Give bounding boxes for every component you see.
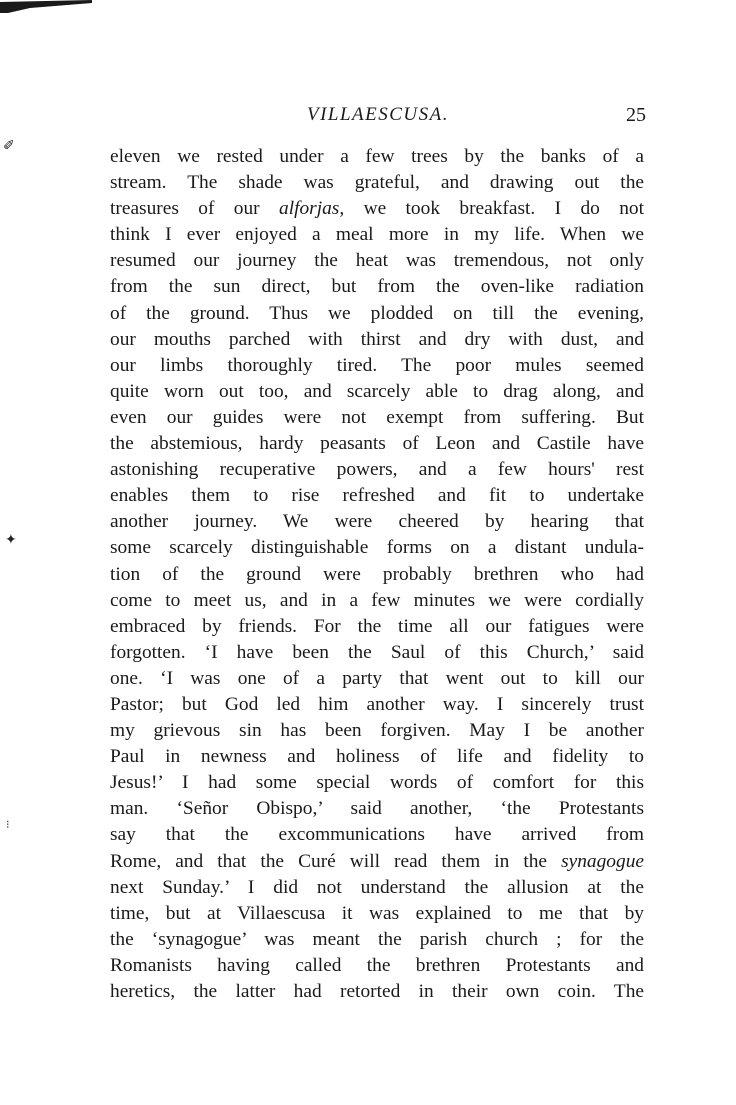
text-run: the ‘synagogue’ was meant the parish church ; for the (110, 928, 644, 950)
text-run: come to meet us, and in a few minutes we were cordially (110, 589, 644, 611)
text-line (110, 614, 644, 640)
text-run: enables them to rise refreshed and fit to undertake (110, 485, 644, 507)
text-run: another journey. We were cheered by hearing that (110, 511, 644, 533)
body-text (110, 144, 644, 1005)
text-line (110, 875, 644, 901)
page-header (110, 104, 646, 130)
text-run: the abstemious, hardy peasants of Leon and Castile have (110, 433, 644, 455)
text-line (110, 327, 644, 353)
text-line (110, 588, 644, 614)
text-line (110, 457, 644, 483)
text-run: treasures of our (110, 198, 279, 220)
text-run: man. ‘Señor Obispo,’ said another, ‘the Protestants (110, 798, 644, 820)
italic-text: synagogue (561, 850, 644, 872)
page-corner-mark (0, 0, 92, 14)
text-line (110, 144, 644, 170)
text-line (110, 849, 644, 875)
text-run: even our guides were not exempt from suffering. But (110, 406, 644, 428)
text-run: one. ‘I was one of a party that went out to kill our (110, 667, 644, 689)
text-line (110, 718, 644, 744)
text-line (110, 979, 644, 1005)
text-run: next Sunday.’ I did not understand the allusion at the (110, 876, 644, 898)
text-run: Jesus!’ I had some special words of comfort for this (110, 772, 644, 794)
text-run: quite worn out too, and scarcely able to drag along, and (110, 380, 644, 402)
text-line (110, 822, 644, 848)
margin-speck: ⁝ (6, 819, 10, 831)
text-line (110, 796, 644, 822)
text-line (110, 666, 644, 692)
text-run: forgotten. ‘I have been the Saul of this Church,’ said (110, 641, 644, 663)
text-run: our mouths parched with thirst and dry with dust, and (110, 328, 644, 350)
text-run: say that the excommunications have arrived from (110, 824, 644, 846)
text-line (110, 509, 644, 535)
text-line (110, 483, 644, 509)
text-line (110, 196, 644, 222)
text-line (110, 353, 644, 379)
text-line (110, 770, 644, 796)
text-line (110, 222, 644, 248)
text-run: Rome, and that the Curé will read them in the (110, 850, 562, 872)
text-run: eleven we rested under a few trees by the banks of a (110, 146, 644, 167)
text-run: from the sun direct, but from the oven-like radiation (110, 276, 644, 298)
running-title: VILLAESCUSA. (306, 104, 450, 125)
italic-text: alforjas, (279, 198, 345, 220)
text-line (110, 248, 644, 274)
text-line (110, 301, 644, 327)
text-line (110, 744, 644, 770)
text-line (110, 431, 644, 457)
text-run: Pastor; but God led him another way. I sincerely trust (110, 693, 644, 715)
text-run: stream. The shade was grateful, and drawing out the (110, 172, 644, 194)
text-run: our limbs thoroughly tired. The poor mules seemed (110, 354, 644, 376)
text-line (110, 562, 644, 588)
text-run: Paul in newness and holiness of life and fidelity to (110, 746, 644, 768)
text-run: we took breakfast. I do not (344, 198, 644, 220)
text-line (110, 692, 644, 718)
text-run: think I ever enjoyed a meal more in my life. When we (110, 224, 644, 246)
text-line (110, 640, 644, 666)
text-run: my grievous sin has been forgiven. May I be another (110, 720, 644, 742)
text-line (110, 379, 644, 405)
margin-speck: ✦ (5, 533, 17, 548)
text-line (110, 405, 644, 431)
text-line (110, 274, 644, 300)
text-line (110, 170, 644, 196)
text-line (110, 535, 644, 561)
text-run: astonishing recuperative powers, and a few hours' rest (110, 459, 644, 481)
text-run: time, but at Villaescusa it was explained to me that by (110, 902, 644, 924)
text-run: embraced by friends. For the time all our fatigues were (110, 615, 644, 637)
text-run: of the ground. Thus we plodded on till the evening, (110, 302, 644, 324)
text-run: Romanists having called the brethren Protestants and (110, 954, 644, 976)
text-run: tion of the ground were probably brethren who had (110, 563, 644, 585)
text-line (110, 953, 644, 979)
text-run: heretics, the latter had retorted in their own coin. The (110, 981, 644, 1002)
text-line (110, 901, 644, 927)
page-number: 25 (626, 104, 646, 126)
text-line (110, 927, 644, 953)
text-run: resumed our journey the heat was tremendous, not only (110, 250, 644, 272)
margin-speck: ✐ (3, 139, 15, 154)
text-run: some scarcely distinguishable forms on a distant undula- (110, 537, 644, 559)
